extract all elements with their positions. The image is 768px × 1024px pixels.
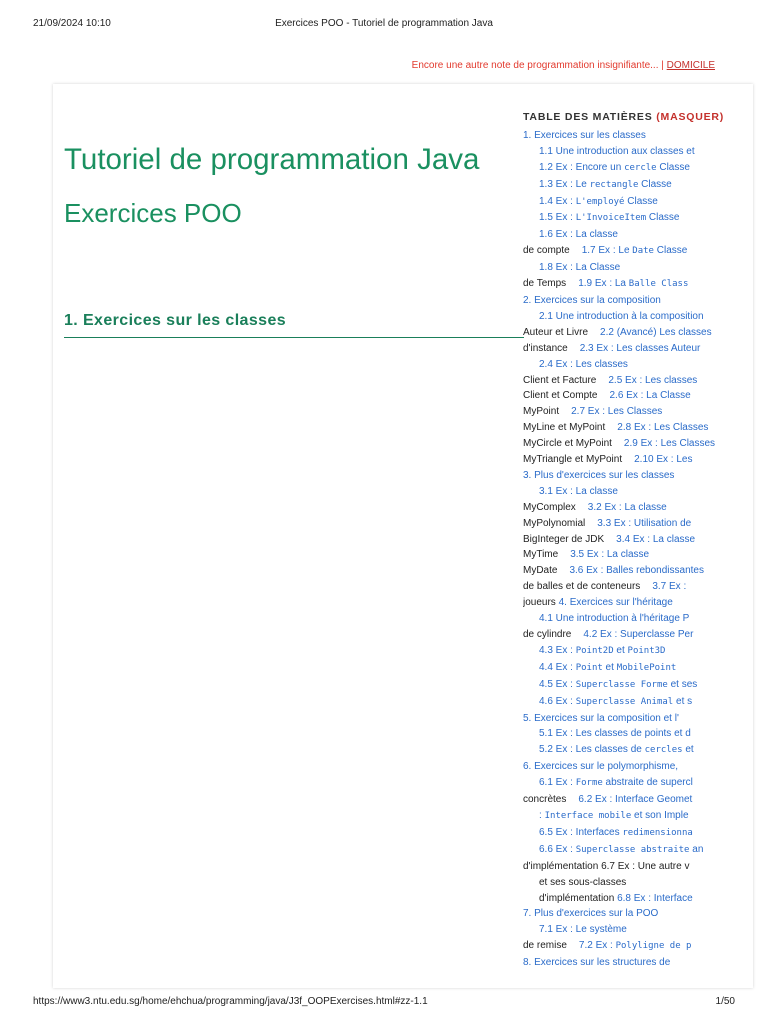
toc-link-text[interactable]: redimensionna xyxy=(622,827,693,838)
toc-link-text[interactable]: 1.3 Ex : Le xyxy=(539,178,590,190)
toc-item[interactable] xyxy=(523,468,753,484)
print-url: https://www3.ntu.edu.sg/home/ehchua/programming/java/J3f_OOPExercises.html#zz-1.1 xyxy=(33,996,428,1007)
toc-text: MyComplex xyxy=(523,501,576,513)
toc-item[interactable] xyxy=(523,579,753,595)
toc-text: Auteur et Livre xyxy=(523,326,589,338)
toc-link-text[interactable]: 6.1 Ex : xyxy=(539,777,576,789)
toc-item[interactable] xyxy=(523,660,753,677)
toc-item[interactable] xyxy=(523,859,753,875)
toc-link-text[interactable]: 4.6 Ex : xyxy=(539,695,576,707)
toc-item[interactable] xyxy=(523,563,753,579)
toc-link-text[interactable]: Forme xyxy=(575,778,603,789)
toc-link-text[interactable]: 7.2 Ex : xyxy=(578,940,616,952)
toc-link-text[interactable]: et son Imple xyxy=(631,809,689,821)
toc-link-text[interactable]: 4.3 Ex : xyxy=(539,644,576,656)
toc-link-text[interactable]: 1. Exercices sur les classes xyxy=(523,129,646,141)
table-of-contents xyxy=(523,110,753,971)
toc-link-text[interactable]: 2.8 Ex : Les Classes xyxy=(617,422,709,434)
toc-link-text[interactable]: Point xyxy=(575,662,603,673)
toc-item[interactable] xyxy=(523,938,753,955)
toc-item[interactable] xyxy=(523,875,753,891)
top-note-text: Encore une autre note de programmation insignifiante... | xyxy=(411,60,664,71)
toc-link-text[interactable]: 6.2 Ex : Interface Geomet xyxy=(578,794,693,806)
toc-item[interactable] xyxy=(523,194,753,211)
toc-item[interactable] xyxy=(523,452,753,468)
toc-text: MyPolynomial xyxy=(523,517,586,529)
toc-text: MyLine et MyPoint xyxy=(523,422,606,434)
page-title: Tutoriel de programmation Java xyxy=(64,143,480,176)
toc-item[interactable] xyxy=(523,595,753,611)
toc-item[interactable] xyxy=(523,643,753,660)
toc-link-text[interactable]: 7. Plus d'exercices sur la POO xyxy=(523,908,659,920)
toc-link-text[interactable]: cercle xyxy=(624,162,657,173)
toc-item[interactable] xyxy=(523,825,753,842)
toc-link-text[interactable]: 6.5 Ex : Interfaces xyxy=(539,826,623,838)
toc-link-text[interactable]: MobilePoint xyxy=(616,662,677,673)
top-note xyxy=(412,60,715,71)
toc-text: MyDate xyxy=(523,565,558,577)
toc-link-text[interactable]: : xyxy=(539,809,545,821)
toc-item[interactable] xyxy=(523,260,753,276)
toc-item[interactable] xyxy=(523,243,753,260)
toc-text: de remise xyxy=(523,940,567,952)
toc-link-text[interactable]: Superclasse abstraite xyxy=(575,844,690,855)
toc-link-text[interactable]: 2.2 (Avancé) Les classes xyxy=(600,326,712,338)
content-box xyxy=(53,84,753,988)
toc-link-text[interactable]: 2.6 Ex : La Classe xyxy=(609,390,691,402)
toc-item[interactable] xyxy=(523,357,753,373)
toc-link-text[interactable]: 1.4 Ex : xyxy=(539,195,576,207)
toc-text: de compte xyxy=(523,245,570,257)
toc-item[interactable] xyxy=(523,775,753,792)
toc-link-text[interactable]: 3.6 Ex : Balles rebondissantes xyxy=(569,565,704,577)
toc-link-text[interactable]: Classe xyxy=(646,212,680,224)
toc-link-text[interactable]: Polyligne de p xyxy=(615,941,692,952)
toc-link-text[interactable]: 3.1 Ex : La classe xyxy=(539,485,618,497)
toc-link-text[interactable]: 1.5 Ex : xyxy=(539,212,576,224)
toc-item[interactable] xyxy=(523,547,753,563)
print-datetime: 21/09/2024 10:10 xyxy=(33,18,111,29)
toc-item[interactable] xyxy=(523,373,753,389)
toc-hide-link[interactable]: (MASQUER) xyxy=(656,111,725,123)
toc-item[interactable] xyxy=(523,177,753,194)
toc-link-text[interactable]: 4.5 Ex : xyxy=(539,678,576,690)
toc-link-text[interactable]: Point2D xyxy=(575,645,614,656)
toc-title-text: TABLE DES MATIÈRES xyxy=(523,111,653,123)
toc-text: Client et Compte xyxy=(523,390,598,402)
toc-item[interactable] xyxy=(523,906,753,922)
toc-link-text[interactable]: 2.1 Une introduction à la composition xyxy=(539,310,704,322)
toc-link-text[interactable]: 2.3 Ex : Les classes Auteur xyxy=(579,342,701,354)
toc-link-text[interactable]: et xyxy=(602,661,617,673)
toc-text: de cylindre xyxy=(523,629,572,640)
toc-link-text[interactable]: L'employé xyxy=(575,196,625,207)
toc-link-text[interactable]: 7.1 Ex : Le système xyxy=(539,924,627,936)
toc-link-text[interactable]: 2. Exercices sur la composition xyxy=(523,294,661,306)
home-link[interactable]: DOMICILE xyxy=(666,60,715,71)
toc-item[interactable] xyxy=(523,210,753,227)
toc-link-text[interactable]: 1.2 Ex : Encore un xyxy=(539,161,625,173)
toc-item[interactable] xyxy=(523,325,753,341)
toc-item[interactable] xyxy=(523,611,753,627)
toc-item[interactable] xyxy=(523,420,753,436)
print-page-title: Exercices POO - Tutoriel de programmation Java xyxy=(275,18,493,29)
toc-link-text[interactable]: 3.2 Ex : La classe xyxy=(587,501,667,513)
toc-link-text[interactable]: 2.4 Ex : Les classes xyxy=(539,358,628,370)
toc-link-text[interactable]: 1.7 Ex : Le xyxy=(581,245,633,257)
toc-item[interactable] xyxy=(523,516,753,532)
toc-link-text[interactable]: 5. Exercices sur la composition et l' xyxy=(523,712,679,724)
toc-text: d'instance xyxy=(523,342,568,354)
toc-link-text[interactable]: 3.3 Ex : Utilisation de xyxy=(597,517,692,529)
toc-item[interactable] xyxy=(523,922,753,938)
toc-link-text[interactable]: 3. Plus d'exercices sur les classes xyxy=(523,469,675,481)
toc-item[interactable] xyxy=(523,309,753,325)
toc-text: de balles et de conteneurs xyxy=(523,581,641,593)
toc-link-text[interactable]: 1.9 Ex : La xyxy=(578,278,629,290)
toc-link-text[interactable]: 6. Exercices sur le polymorphisme, xyxy=(523,761,679,773)
toc-link-text[interactable]: Classe xyxy=(653,245,688,257)
toc-item[interactable] xyxy=(523,227,753,243)
toc-link-text[interactable]: Superclasse Animal xyxy=(575,696,674,707)
toc-item[interactable] xyxy=(523,808,753,825)
toc-link-text[interactable]: 3.7 Ex : xyxy=(652,581,687,593)
toc-item[interactable] xyxy=(523,160,753,177)
toc-link-text[interactable]: 3.5 Ex : La classe xyxy=(570,549,650,561)
toc-item[interactable] xyxy=(523,711,753,727)
toc-link-text[interactable]: Classe xyxy=(638,178,672,190)
toc-link-text[interactable]: 4.2 Ex : Superclasse Per xyxy=(583,629,694,640)
toc-link-text[interactable]: an xyxy=(689,843,704,855)
toc-item[interactable] xyxy=(523,128,753,144)
toc-item[interactable] xyxy=(523,341,753,357)
toc-text: et ses sous-classes xyxy=(539,876,627,888)
toc-link-text[interactable]: et xyxy=(613,644,628,656)
toc-item[interactable] xyxy=(523,792,753,808)
toc-item[interactable] xyxy=(523,388,753,404)
toc-link-text[interactable]: 2.7 Ex : Les Classes xyxy=(571,406,663,418)
toc-link-text[interactable]: 1.8 Ex : La Classe xyxy=(539,262,621,274)
toc-link-text[interactable]: 6.6 Ex : xyxy=(539,843,576,855)
toc-item[interactable] xyxy=(523,694,753,711)
toc-link-text[interactable]: 4.4 Ex : xyxy=(539,661,576,673)
toc-item[interactable] xyxy=(523,677,753,694)
toc-text: MyCircle et MyPoint xyxy=(523,438,612,450)
toc-link-text[interactable]: abstraite de supercl xyxy=(602,777,693,789)
toc-link-text[interactable]: 3.4 Ex : La classe xyxy=(616,533,696,545)
toc-link-text[interactable]: Classe xyxy=(656,161,690,173)
toc-link-text[interactable]: Date xyxy=(632,246,654,257)
toc-text: BigInteger de JDK xyxy=(523,533,605,545)
toc-text: 6.7 Ex : Une autre v xyxy=(598,860,690,872)
toc-item[interactable] xyxy=(523,627,753,643)
toc-link-text[interactable]: 8. Exercices sur les structures de xyxy=(523,957,671,969)
toc-link-text[interactable]: 2.10 Ex : Les xyxy=(634,454,693,466)
toc-text: joueurs xyxy=(523,597,556,609)
toc-item[interactable] xyxy=(523,144,753,160)
toc-link-text[interactable]: Point3D xyxy=(627,645,666,656)
toc-link-text[interactable]: 1.1 Une introduction aux classes et xyxy=(539,145,695,157)
toc-link-text[interactable]: Superclasse Forme xyxy=(575,679,668,690)
toc-item[interactable] xyxy=(523,955,753,971)
toc-item[interactable] xyxy=(523,404,753,420)
toc-text: concrètes xyxy=(523,794,567,806)
toc-link-text[interactable]: et xyxy=(682,744,694,756)
toc-item[interactable] xyxy=(523,742,753,759)
toc-link-text[interactable]: 2.9 Ex : Les Classes xyxy=(623,438,716,450)
toc-item[interactable] xyxy=(523,532,753,548)
print-page-number: 1/50 xyxy=(715,996,735,1007)
toc-link-text[interactable]: L'InvoiceItem xyxy=(575,213,647,224)
toc-item[interactable] xyxy=(523,891,753,907)
toc-link-text[interactable]: 5.2 Ex : Les classes de xyxy=(539,744,645,756)
toc-link-text[interactable]: et s xyxy=(673,695,693,707)
toc-link-text[interactable]: 5.1 Ex : Les classes de points et d xyxy=(539,728,691,740)
toc-link-text[interactable]: 6.8 Ex : Interface xyxy=(614,892,693,904)
toc-link-text[interactable]: cercles xyxy=(644,745,683,756)
toc-link-text[interactable]: rectangle xyxy=(589,179,639,190)
toc-lines xyxy=(523,128,753,971)
toc-text: d'implémentation xyxy=(539,892,615,904)
toc-item[interactable] xyxy=(523,726,753,742)
toc-title xyxy=(523,110,753,126)
toc-link-text[interactable]: 2.5 Ex : Les classes xyxy=(608,374,698,386)
page-subtitle: Exercices POO xyxy=(64,198,242,228)
toc-link-text[interactable]: 4. Exercices sur l'héritage xyxy=(555,597,673,609)
toc-text: MyTriangle et MyPoint xyxy=(523,454,623,466)
toc-item[interactable] xyxy=(523,500,753,516)
section-heading: 1. Exercices sur les classes xyxy=(64,312,287,329)
toc-item[interactable] xyxy=(523,484,753,500)
toc-link-text[interactable]: Classe xyxy=(624,195,658,207)
toc-item[interactable] xyxy=(523,293,753,309)
toc-item[interactable] xyxy=(523,759,753,775)
toc-link-text[interactable]: 4.1 Une introduction à l'héritage P xyxy=(539,613,690,625)
toc-text: MyTime xyxy=(523,549,559,561)
toc-link-text[interactable]: Interface mobile xyxy=(544,810,632,821)
toc-text: d'implémentation xyxy=(523,860,599,872)
toc-text: de Temps xyxy=(523,278,567,290)
toc-text: MyPoint xyxy=(523,406,560,418)
toc-link-text[interactable]: 1.6 Ex : La classe xyxy=(539,229,618,241)
section-divider xyxy=(64,337,524,338)
toc-text: Client et Facture xyxy=(523,374,597,386)
toc-item[interactable] xyxy=(523,842,753,859)
title-block xyxy=(64,142,504,229)
toc-link-text[interactable]: et ses xyxy=(667,678,698,690)
toc-item[interactable] xyxy=(523,276,753,293)
toc-item[interactable] xyxy=(523,436,753,452)
toc-link-text[interactable]: Balle Class xyxy=(628,279,689,290)
